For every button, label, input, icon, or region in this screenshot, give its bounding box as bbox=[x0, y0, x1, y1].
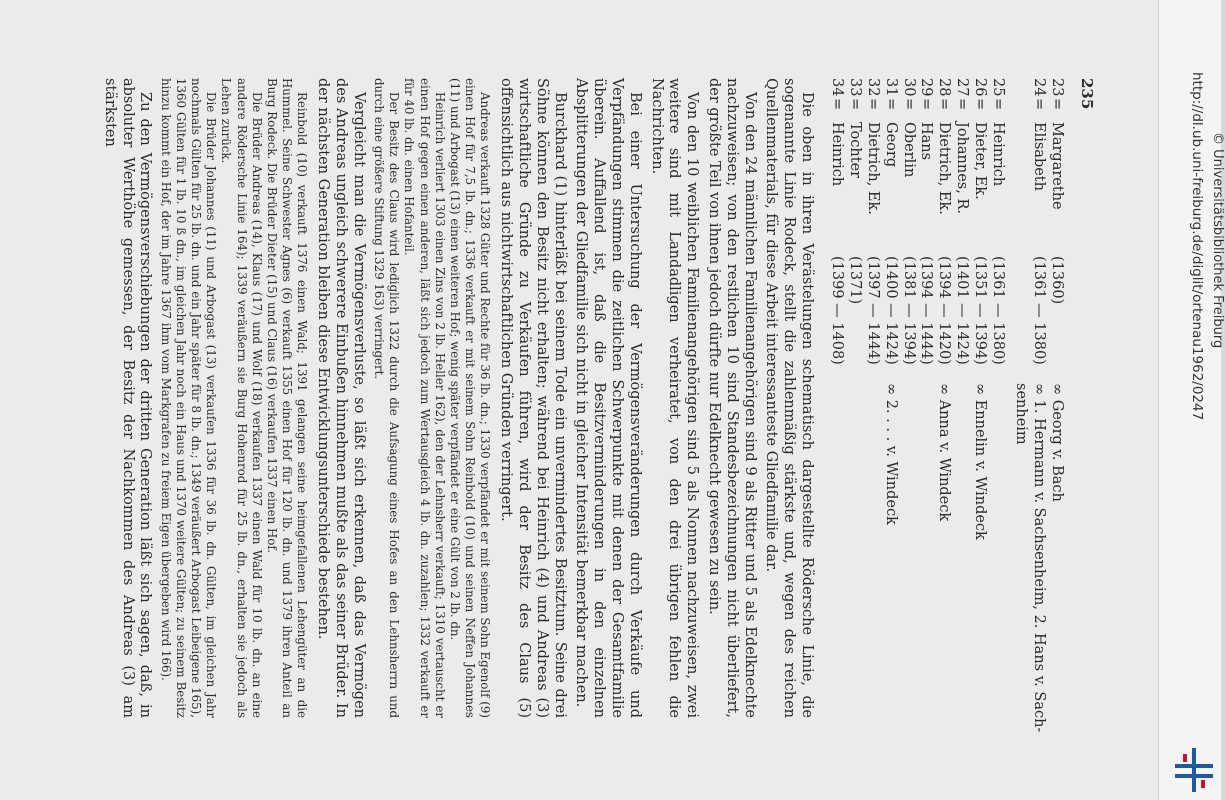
entry-dates: (1360) bbox=[1049, 256, 1065, 305]
genealogy-row bbox=[899, 78, 917, 718]
entry-equals: = bbox=[936, 98, 953, 111]
entry-dates: (1397 — 1444) bbox=[865, 256, 882, 365]
body-paragraph: Vergleicht man die Vermögensverluste, so läßt sich erkennen, daß das Vermögen des Andreas ungleich schwerere Einbußen hinnehmen mußte als das seiner Brüder. In der nächsten Generation bleiben diese Entwicklungsunterschiede bestehen. bbox=[315, 78, 367, 718]
genealogy-row bbox=[881, 78, 899, 718]
entry-name: Johannes, R. bbox=[954, 122, 971, 214]
entry-spouse: ∞ 1. Hermann v. Sachsenheim, 2. Hans v. Sach- bbox=[1031, 383, 1048, 733]
entry-dates: (1361 — 1380) bbox=[1031, 256, 1048, 365]
entry-dates: (1394 — 1444) bbox=[918, 256, 935, 365]
entry-name: Hans bbox=[918, 122, 935, 161]
footnote-paragraph: Heinrich verliert 1303 einen Zins von 2 lb. Heller 162), den der Lehnsherr verkauft; 1310 vertauscht er einen Hof gegen einen anderen, läßt sich jedoch zum Wertausgleich 4 lb. dn. zuzahlen; 1332 verkauft er für 40 lb. dn. einen Hofanteil. bbox=[402, 78, 447, 718]
source-url[interactable]: http://dl.ub.uni-freiburg.de/diglit/ortenau1962/0247 bbox=[1189, 72, 1205, 421]
body-paragraph: Von den 10 weiblichen Familienangehörigen sind 5 als Nonnen nachzuweisen, zwei weitere sind mit Landadligen verheiratet, von den drei übrigen fehlen die Nachrichten. bbox=[648, 78, 701, 718]
body-paragraph: Bei einer Untersuchung der Vermögensveränderungen durch Verkäufe und Verpfändungen stimmen die zeitlichen Schwerpunkte mit denen der Gesamtfamilie überein. Auffallend ist, daß die Besitzverminderungen in den einzelnen Absplitterungen der Gliedfamilie sich nicht in gleicher Intensität bemerkbar machen. bbox=[573, 78, 643, 718]
rotated-page-content bbox=[95, 78, 1095, 738]
entry-equals: = bbox=[918, 98, 935, 111]
entry-number: 29 bbox=[918, 78, 935, 97]
entry-name: Tochter bbox=[847, 122, 864, 179]
logo-stem bbox=[1192, 748, 1196, 792]
entry-spouse: ∞ Georg v. Bach bbox=[1049, 383, 1065, 502]
body-paragraph: Zu den Vermögensverschiebungen der dritten Generation läßt sich sagen, daß, in absoluter Werthöhe gemessen, der Besitz der Nachkommen des Andreas (3) am stärksten bbox=[101, 78, 154, 718]
genealogy-row bbox=[1029, 78, 1048, 733]
genealogy-row bbox=[988, 78, 1006, 718]
footnote-paragraph: Reinbold (10) verkauft 1376 einen Wald; 1391 gelangen seine heimgefallenen Lehengüter an die Hummel. Seine Schwester Agnes (6) verkauft 1355 einen Hof für 120 lb. dn. und 1379 ihren Anteil an Burg Rodeck. Die Brüder Dieter (15) und Claus (16) verkaufen 1337 einen Hof. bbox=[265, 78, 310, 718]
page-number: 235 bbox=[1078, 78, 1096, 110]
logo-accent-left bbox=[1183, 754, 1187, 762]
entry-equals: = bbox=[971, 98, 988, 111]
entry-spouse: ∞ Anna v. Windeck bbox=[936, 383, 953, 522]
entry-number: 23 bbox=[1049, 78, 1065, 97]
body-paragraph: Von den 24 männlichen Familienangehörigen sind 9 als Ritter und 5 als Edelknechte nachzuweisen; von den restlichen 10 sind Standesbezeichnungen nicht überliefert, der größte Teil von ihnen jedoch dürfte nur Edelknecht gewesen zu sein. bbox=[706, 78, 758, 718]
genealogy-row bbox=[934, 78, 952, 718]
footnote-paragraph: Die Brüder Andreas (14), Klaus (17) und Wolf (18) verkaufen 1337 einen Wald für 10 lb. dn. an eine andere Rödersche Linie 164); 1339 veräußern sie Burg Hohenrod für 25 lb. dn., erhalten sie jedoch als Lehen zurück. bbox=[219, 78, 264, 718]
genealogy-list bbox=[828, 78, 1065, 733]
entry-dates: (1381 — 1394) bbox=[900, 256, 917, 365]
entry-dates: (1361 — 1380) bbox=[989, 256, 1006, 365]
genealogy-row bbox=[917, 78, 935, 718]
genealogy-row bbox=[952, 78, 970, 718]
entry-name: Elisabeth bbox=[1031, 122, 1048, 191]
entry-name: Oberlin bbox=[900, 122, 917, 178]
genealogy-row bbox=[1012, 78, 1030, 718]
entry-dates: (1401 — 1424) bbox=[954, 256, 971, 365]
library-logo-icon bbox=[1173, 748, 1215, 792]
body-text bbox=[100, 78, 815, 718]
entry-spouse: ∞ Ennelin v. Windeck bbox=[971, 383, 988, 540]
genealogy-row bbox=[863, 78, 881, 718]
entry-equals: = bbox=[900, 98, 917, 111]
logo-bar-bottom bbox=[1175, 774, 1213, 778]
entry-name: Georg bbox=[882, 122, 899, 168]
entry-dates: (1399 — 1408) bbox=[829, 256, 846, 365]
entry-equals: = bbox=[829, 98, 846, 111]
entry-name: Dietrich, Ek. bbox=[936, 122, 953, 215]
footnote-paragraph: Der Besitz des Claus wird lediglich 1322 durch die Aufsagung eines Hofes an den Lehnsherrn und durch eine größere Stiftung 1329 163) verringert. bbox=[372, 78, 402, 718]
entry-number: 31 bbox=[882, 78, 899, 97]
entry-name: Margarethe bbox=[1049, 122, 1065, 210]
entry-name: Dieter, Ek. bbox=[971, 122, 988, 200]
entry-equals: = bbox=[1049, 98, 1065, 111]
entry-equals: = bbox=[989, 98, 1006, 111]
entry-number: 25 bbox=[989, 78, 1006, 97]
body-paragraph: Burckhard (1) hinterläßt bei seinem Tode ein unvermindertes Besitztum. Seine drei Söhne können den Besitz nicht erhalten; während bei Heinrich (4) und Andreas (3) wirtschaftliche Gründe zu Verkäufen führen, wird der Besitz des Claus (5) offensichtlich aus nichtwirtschaftlichen Gründen verringert. bbox=[498, 78, 568, 718]
entry-dates: (1351 — 1394) bbox=[971, 256, 988, 365]
entry-equals: = bbox=[1031, 98, 1048, 111]
footnote-paragraph: Die Brüder Johannes (11) und Arbogast (13) verkaufen 1336 für 36 lb. dn. Gülten, im gleichen Jahr nochmals Gülten für 25 lb. dn. und ein Jahr später für 8 lb. dn.; 1349 veräußert Arbogast Leibeigene 165), 1360 Gülten für 1 lb. 10 ß dn., im gleichen Jahr noch ein Haus und 1370 weitere Gülten; zu seinem Besitz hinzu kommt ein Hof, der im Jahre 1367 ihm vom Markgrafen zu freiem Eigen übergeben wird 166). bbox=[158, 78, 219, 718]
entry-dates: (1394 — 1420) bbox=[936, 256, 953, 365]
copyright-notice: © Universitätsbibliothek Freiburg bbox=[1210, 132, 1225, 349]
genealogy-row bbox=[845, 78, 863, 718]
entry-spouse: ∞ 2. . . . v. Windeck bbox=[882, 383, 899, 525]
body-paragraph: Die oben in ihren Verästelungen schematisch dargestellte Rödersche Linie, die sogenannte Linie Rodeck, stellt die zahlenmäßig stärkste und, wegen des reichen Quellenmaterials, für diese Arbeit interessanteste Gliedfamilie dar. bbox=[763, 78, 815, 718]
entry-equals: = bbox=[954, 98, 971, 111]
entry-name: Heinrich bbox=[829, 122, 846, 187]
footnote-paragraph: Andreas verkauft 1328 Güter und Rechte für 36 lb. dn.; 1330 verpfändet er mit seinem Sohn Egenolf (9) einen Hof für 7,5 lb. dn.; 1336 verkauft er mit seinem Sohn Reinbold (10) und seinen Neffen Johannes (11) und Arbogast (13) einen weiteren Hof; wenig später verpfändet er eine Gült von 2 lb. dn. bbox=[448, 78, 493, 718]
logo-bar-top bbox=[1175, 764, 1213, 768]
genealogy-row bbox=[1047, 78, 1065, 718]
entry-number: 32 bbox=[865, 78, 882, 97]
entry-number: 28 bbox=[936, 78, 953, 97]
entry-name: Heinrich bbox=[989, 122, 1006, 187]
entry-name: Dietrich, Ek. bbox=[865, 122, 882, 215]
genealogy-row bbox=[970, 78, 988, 718]
entry-number: 33 bbox=[847, 78, 864, 97]
logo-accent-right bbox=[1201, 780, 1205, 788]
entry-equals: = bbox=[882, 98, 899, 111]
page-header bbox=[1075, 78, 1095, 718]
entry-number: 26 bbox=[971, 78, 988, 97]
entry-number: 30 bbox=[900, 78, 917, 97]
entry-equals: = bbox=[865, 98, 882, 111]
entry-number: 27 bbox=[954, 78, 971, 97]
entry-dates: (1371) bbox=[847, 256, 864, 305]
entry-number: 24 bbox=[1031, 78, 1048, 97]
entry-equals: = bbox=[847, 98, 864, 111]
entry-dates: (1400 — 1424) bbox=[882, 256, 899, 365]
entry-number: 34 bbox=[829, 78, 846, 97]
entry-spouse: senheim bbox=[1013, 383, 1030, 445]
genealogy-row bbox=[828, 78, 846, 718]
